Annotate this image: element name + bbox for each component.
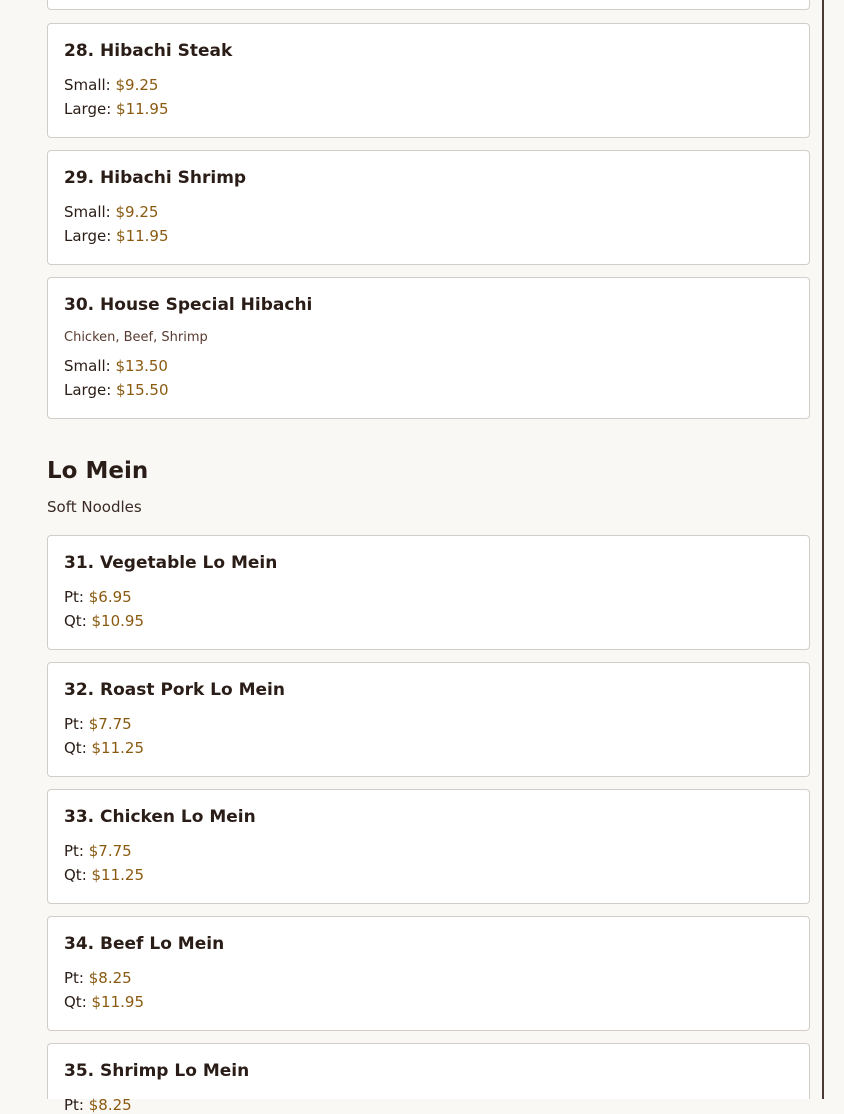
price-large xyxy=(64,381,169,399)
price-amount: $11.25 xyxy=(91,739,145,757)
menu-item-title: 30. House Special Hibachi xyxy=(64,295,313,315)
price-label: Qt: xyxy=(64,993,92,1011)
price-quart xyxy=(64,866,144,884)
price-label: Small: xyxy=(64,357,116,375)
price-label: Large: xyxy=(64,227,117,245)
price-pint xyxy=(64,969,132,987)
price-large xyxy=(64,100,169,118)
menu-item-card xyxy=(47,23,810,138)
price-label: Large: xyxy=(64,381,117,399)
price-quart xyxy=(64,993,144,1011)
price-amount: $7.75 xyxy=(88,715,132,733)
price-amount: $7.75 xyxy=(88,842,132,860)
menu-item-title: 34. Beef Lo Mein xyxy=(64,934,225,954)
menu-item-card xyxy=(47,535,810,650)
menu-item-title: 29. Hibachi Shrimp xyxy=(64,168,247,188)
price-pint xyxy=(64,842,132,860)
price-amount: $11.95 xyxy=(91,993,145,1011)
price-label: Qt: xyxy=(64,866,92,884)
price-amount: $11.95 xyxy=(116,100,169,118)
price-label: Pt: xyxy=(64,588,89,606)
price-label: Pt: xyxy=(64,969,89,987)
price-label: Qt: xyxy=(64,612,92,630)
menu-item-title: 33. Chicken Lo Mein xyxy=(64,807,256,827)
menu-item-card xyxy=(47,1043,810,1114)
price-label: Small: xyxy=(64,76,116,94)
price-amount: $6.95 xyxy=(88,588,132,606)
price-label: Pt: xyxy=(64,1096,89,1114)
menu-item-title: 28. Hibachi Steak xyxy=(64,41,233,61)
price-small xyxy=(64,203,158,221)
price-label: Qt: xyxy=(64,739,92,757)
menu-item-title: 35. Shrimp Lo Mein xyxy=(64,1061,250,1081)
price-amount: $11.95 xyxy=(116,227,169,245)
menu-item-card xyxy=(47,789,810,904)
price-pint xyxy=(64,1096,132,1114)
price-pint xyxy=(64,588,132,606)
price-amount: $11.25 xyxy=(91,866,145,884)
price-quart xyxy=(64,739,144,757)
menu-item-card xyxy=(47,662,810,777)
section-subtitle: Soft Noodles xyxy=(47,498,142,516)
price-amount: $10.95 xyxy=(91,612,145,630)
price-label: Pt: xyxy=(64,715,89,733)
menu-item-card xyxy=(47,277,810,419)
menu-item-card xyxy=(47,916,810,1031)
price-small xyxy=(64,357,168,375)
price-amount: $9.25 xyxy=(115,76,159,94)
menu-item-description: Chicken, Beef, Shrimp xyxy=(64,330,208,345)
price-large xyxy=(64,227,169,245)
price-amount: $9.25 xyxy=(115,203,159,221)
price-amount: $15.50 xyxy=(116,381,169,399)
page-edge-divider xyxy=(822,0,824,1099)
price-amount: $8.25 xyxy=(88,969,132,987)
menu-item-card xyxy=(47,150,810,265)
price-quart xyxy=(64,612,144,630)
price-label: Pt: xyxy=(64,842,89,860)
price-amount: $8.25 xyxy=(88,1096,132,1114)
section-title: Lo Mein xyxy=(47,458,149,484)
menu-item-title: 32. Roast Pork Lo Mein xyxy=(64,680,285,700)
price-pint xyxy=(64,715,132,733)
price-small xyxy=(64,76,158,94)
price-label: Small: xyxy=(64,203,116,221)
menu-item-card xyxy=(47,0,810,10)
price-label: Large: xyxy=(64,100,117,118)
menu-item-title: 31. Vegetable Lo Mein xyxy=(64,553,278,573)
price-amount: $13.50 xyxy=(115,357,168,375)
